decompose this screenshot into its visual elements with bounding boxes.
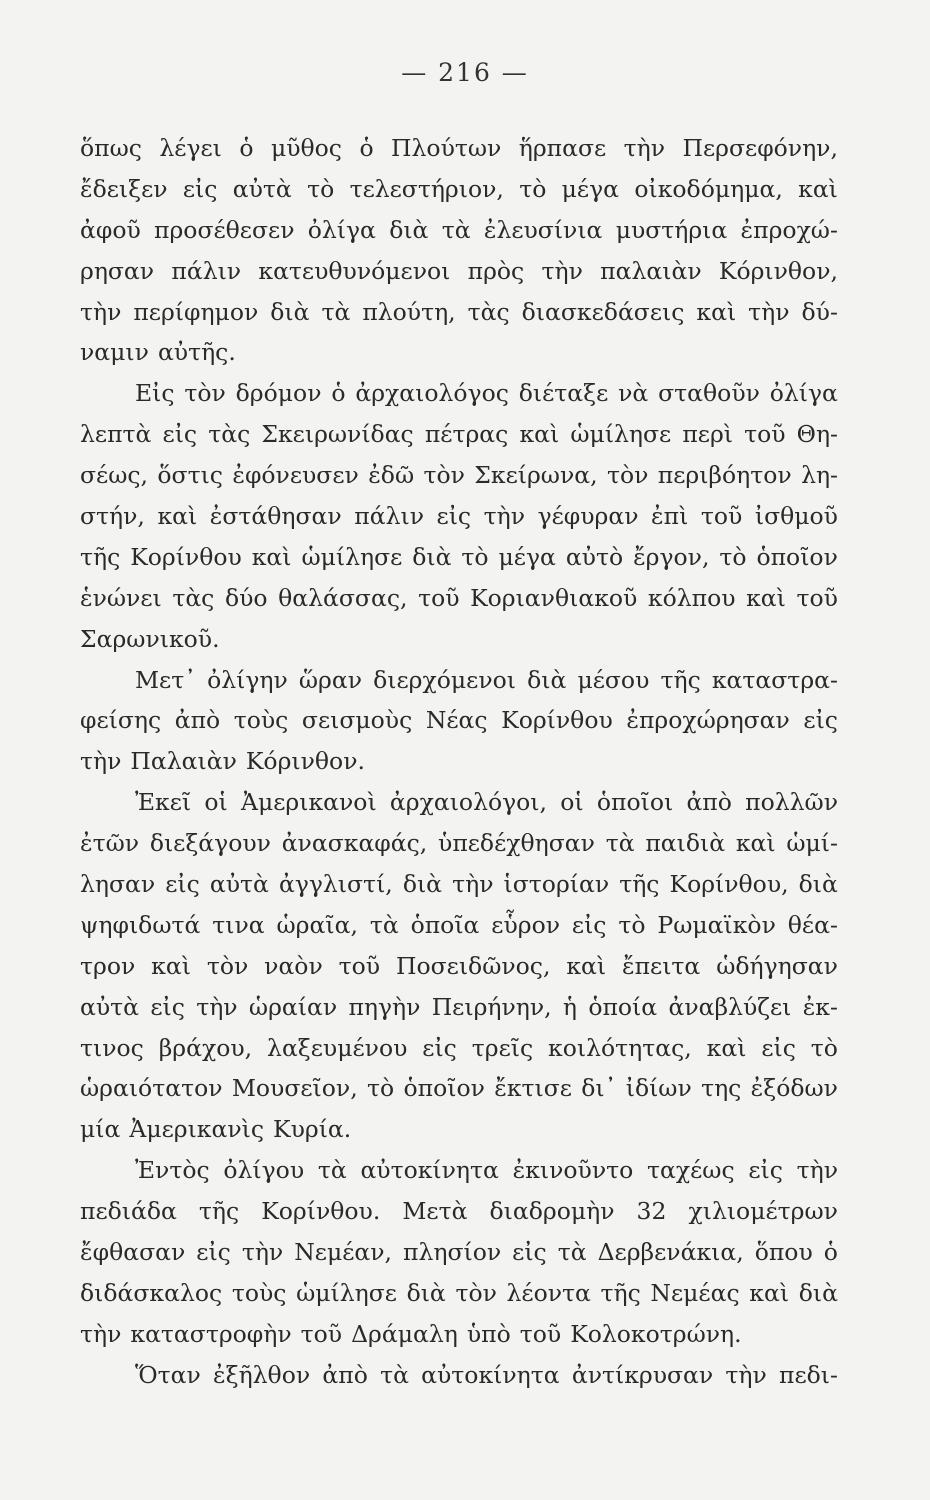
text-line: Σαρωνικοῦ. — [80, 624, 220, 653]
text-line: μία Ἀμερικανὶς Κυρία. — [80, 1115, 352, 1144]
text-line: ἐτῶν διεξάγουν ἀνασκαφάς, ὑπεδέχθησαν τὰ παιδιὰ καὶ ὡμί- — [80, 829, 838, 858]
text-line: ρησαν πάλιν κατευθυνόμενοι πρὸς τὴν παλαιὰν Κόρινθον, — [80, 256, 838, 285]
text-line: λεπτὰ εἰς τὰς Σκειρωνίδας πέτρας καὶ ὡμίλησε περὶ τοῦ Θη- — [80, 420, 838, 449]
text-line: φείσης ἀπὸ τοὺς σεισμοὺς Νέας Κορίνθου ἐπροχώρησαν εἰς — [80, 706, 838, 735]
text-line: τὴν καταστροφὴν τοῦ Δράμαλη ὑπὸ τοῦ Κολοκοτρώνη. — [80, 1319, 742, 1348]
text-line: ὅπως λέγει ὁ μῦθος ὁ Πλούτων ἥρπασε τὴν Περσεφόνην, — [80, 134, 838, 162]
text-line: ἑνώνει τὰς δύο θαλάσσας, τοῦ Κοριανθιακοῦ κόλπου καὶ τοῦ — [80, 583, 838, 612]
text-line: τινος βράχου, λαξευμένου εἰς τρεῖς κοιλότητας, καὶ εἰς τὸ — [80, 1033, 838, 1062]
page-number: — 216 — — [401, 58, 529, 87]
text-line: ναμιν αὐτῆς. — [80, 338, 236, 367]
text-line: αὐτὰ εἰς τὴν ὡραίαν πηγὴν Πειρήνην, ἡ ὁποία ἀναβλύζει ἐκ- — [80, 992, 838, 1021]
body-text — [80, 128, 838, 1396]
text-line: λησαν εἰς αὐτὰ ἀγγλιστί, διὰ τὴν ἱστορίαν τῆς Κορίνθου, διὰ — [80, 870, 838, 899]
text-line: Ὅταν ἐξῆλθον ἀπὸ τὰ αὐτοκίνητα ἀντίκρυσαν τὴν πεδι- — [135, 1360, 838, 1389]
text-line: Μετ᾽ ὀλίγην ὥραν διερχόμενοι διὰ μέσου τῆς καταστρα- — [135, 665, 838, 694]
text-line: Εἰς τὸν δρόμον ὁ ἀρχαιολόγος διέταξε νὰ σταθοῦν ὀλίγα — [135, 379, 838, 408]
text-line: στήν, καὶ ἐστάθησαν πάλιν εἰς τὴν γέφυραν ἐπὶ τοῦ ἰσθμοῦ — [80, 502, 838, 531]
text-line: σέως, ὅστις ἐφόνευσεν ἐδῶ τὸν Σκείρωνα, τὸν περιβόητον λη- — [80, 461, 838, 490]
text-line: τὴν περίφημον διὰ τὰ πλούτη, τὰς διασκεδάσεις καὶ τὴν δύ- — [80, 297, 838, 326]
text-line: πεδιάδα τῆς Κορίνθου. Μετὰ διαδρομὴν 32 χιλιομέτρων — [80, 1197, 838, 1226]
text-line: ἀφοῦ προσέθεσεν ὀλίγα διὰ τὰ ἐλευσίνια μυστήρια ἐπροχώ- — [80, 215, 838, 244]
text-line: ἔφθασαν εἰς τὴν Νεμέαν, πλησίον εἰς τὰ Δερβενάκια, ὅπου ὁ — [80, 1238, 838, 1267]
text-line: διδάσκαλος τοὺς ὡμίλησε διὰ τὸν λέοντα τῆς Νεμέας καὶ διὰ — [80, 1278, 838, 1307]
text-line: Ἐντὸς ὀλίγου τὰ αὐτοκίνητα ἐκινοῦντο ταχέως εἰς τὴν — [135, 1156, 838, 1185]
text-line: τῆς Κορίνθου καὶ ὡμίλησε διὰ τὸ μέγα αὐτὸ ἔργον, τὸ ὁποῖον — [80, 542, 838, 571]
text-line: τρον καὶ τὸν ναὸν τοῦ Ποσειδῶνος, καὶ ἔπειτα ὡδήγησαν — [80, 951, 838, 980]
text-line: ὡραιότατον Μουσεῖον, τὸ ὁποῖον ἔκτισε δι᾽ ἰδίων της ἐξόδων — [80, 1074, 838, 1103]
text-line: ψηφιδωτά τινα ὡραῖα, τὰ ὁποῖα εὗρον εἰς τὸ Ρωμαϊκὸν θέα- — [80, 910, 838, 939]
text-line: τὴν Παλαιὰν Κόρινθον. — [80, 747, 365, 776]
text-line: ἔδειξεν εἰς αὐτὰ τὸ τελεστήριον, τὸ μέγα οἰκοδόμημα, καὶ — [80, 174, 838, 203]
text-line: Ἐκεῖ οἱ Ἀμερικανοὶ ἀρχαιολόγοι, οἱ ὁποῖοι ἀπὸ πολλῶν — [135, 788, 838, 817]
